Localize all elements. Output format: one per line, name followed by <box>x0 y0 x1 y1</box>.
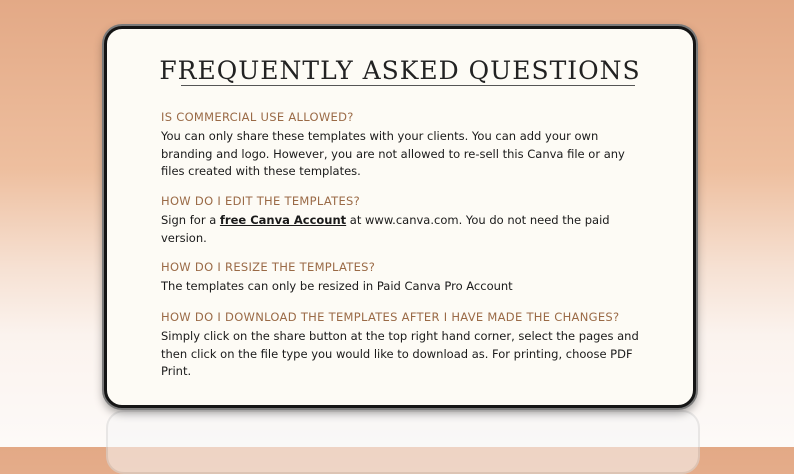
faq-question: IS COMMERCIAL USE ALLOWED? <box>161 110 354 124</box>
title-divider <box>181 85 635 86</box>
faq-item-resize-templates <box>161 259 651 296</box>
faq-item-commercial-use <box>161 109 651 181</box>
faq-card <box>104 26 696 408</box>
faq-answer-text: at www.canva.com. You do not need the paid version. <box>161 213 610 245</box>
faq-answer <box>161 212 651 247</box>
faq-answer-text: Sign for a <box>161 213 220 227</box>
faq-answer: Simply click on the share button at the top right hand corner, select the pages and then click on the file type you would like to download as. For printing, choose PDF Print. <box>161 329 639 378</box>
faq-question: HOW DO I EDIT THE TEMPLATES? <box>161 194 361 208</box>
faq-question: HOW DO I RESIZE THE TEMPLATES? <box>161 260 376 274</box>
card-reflection <box>106 410 700 474</box>
page-title: FREQUENTLY ASKED QUESTIONS <box>159 56 641 85</box>
faq-item-download-templates <box>161 309 651 381</box>
faq-answer: The templates can only be resized in Paid Canva Pro Account <box>161 279 513 293</box>
free-canva-account-link[interactable]: free Canva Account <box>219 213 347 227</box>
faq-question: HOW DO I DOWNLOAD THE TEMPLATES AFTER I HAVE MADE THE CHANGES? <box>161 310 620 324</box>
faq-item-edit-templates <box>161 193 651 247</box>
faq-answer: You can only share these templates with your clients. You can add your own branding and logo. However, you are not allowed to re-sell this Canva file or any files created with these templates. <box>161 129 625 178</box>
